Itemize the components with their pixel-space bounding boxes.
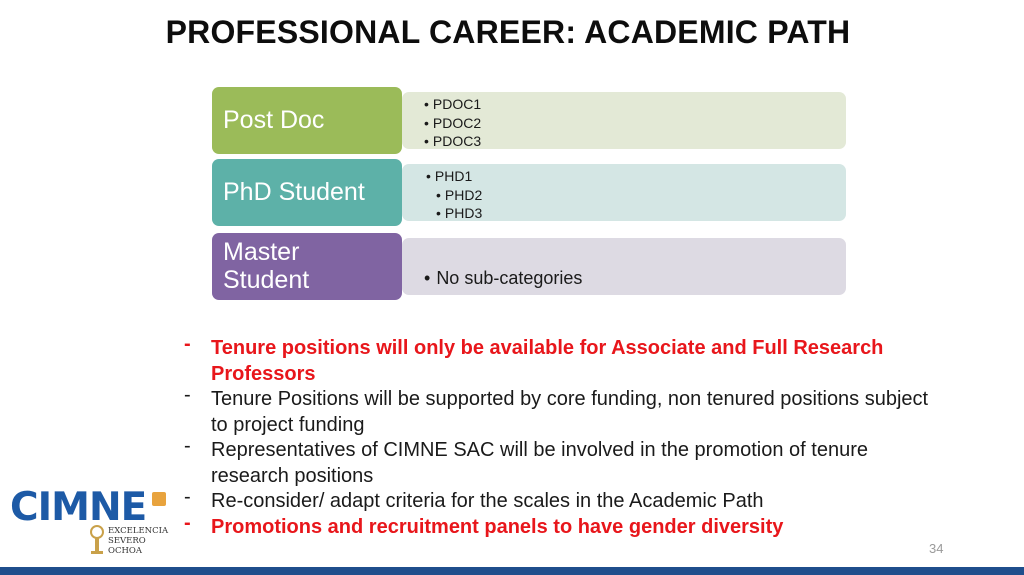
bullet-text: Tenure Positions will be supported by core funding, non tenured positions subject to project funding bbox=[211, 388, 929, 436]
level-subcategories bbox=[402, 92, 846, 149]
level-post-doc bbox=[212, 87, 846, 154]
bullet-marker: - bbox=[184, 333, 191, 355]
level-title-line: Student bbox=[223, 266, 310, 294]
policy-bullet-list bbox=[184, 333, 944, 540]
slide-title: PROFESSIONAL CAREER: ACADEMIC PATH bbox=[165, 14, 851, 50]
subcategory-item: • PDOC2 bbox=[424, 114, 481, 133]
severo-ochoa-seal-icon bbox=[88, 525, 106, 557]
bullet-item bbox=[184, 384, 944, 438]
level-title: PhD Student bbox=[212, 159, 402, 226]
level-subcategories bbox=[402, 164, 846, 221]
subcategory-item: • PDOC3 bbox=[424, 132, 481, 151]
level-title: Post Doc bbox=[212, 87, 402, 154]
bullet-text: Promotions and recruitment panels to have gender diversity bbox=[211, 515, 784, 538]
level-subcategories bbox=[402, 238, 846, 295]
seal-line: OCHOA bbox=[108, 546, 142, 556]
subcategory-item: • PHD2 bbox=[436, 186, 482, 205]
bullet-marker: - bbox=[184, 384, 191, 406]
seal-text bbox=[108, 526, 168, 556]
bullet-text: Representatives of CIMNE SAC will be involved in the promotion of tenure research positions bbox=[211, 439, 868, 487]
logo-wordmark: CIMNE bbox=[10, 485, 147, 530]
bullet-item bbox=[184, 435, 944, 489]
subcategory-item: • PHD1 bbox=[426, 167, 482, 186]
bullet-item bbox=[184, 511, 944, 541]
bullet-item bbox=[184, 333, 944, 387]
cimne-logo bbox=[10, 485, 170, 563]
seal-line: SEVERO bbox=[108, 536, 146, 546]
bullet-text: Tenure positions will only be available for Associate and Full Research Professors bbox=[211, 337, 884, 385]
bullet-marker: - bbox=[184, 486, 191, 508]
level-title-line: Master bbox=[223, 238, 300, 266]
bullet-item bbox=[184, 486, 944, 515]
seal-line: EXCELENCIA bbox=[108, 526, 169, 536]
subcategory-item: • PDOC1 bbox=[424, 95, 481, 114]
page-number: 34 bbox=[929, 541, 944, 556]
subcategory-item: • No sub-categories bbox=[424, 268, 582, 289]
bullet-marker: - bbox=[184, 511, 191, 534]
subcategory-item: • PHD3 bbox=[436, 204, 482, 223]
logo-accent-icon bbox=[152, 492, 166, 506]
bullet-text: Re-consider/ adapt criteria for the scales in the Academic Path bbox=[211, 490, 764, 512]
level-phd-student bbox=[212, 159, 846, 226]
level-master-student bbox=[212, 233, 846, 300]
bullet-marker: - bbox=[184, 435, 191, 457]
footer-bar bbox=[0, 567, 1024, 575]
level-title bbox=[212, 233, 402, 300]
